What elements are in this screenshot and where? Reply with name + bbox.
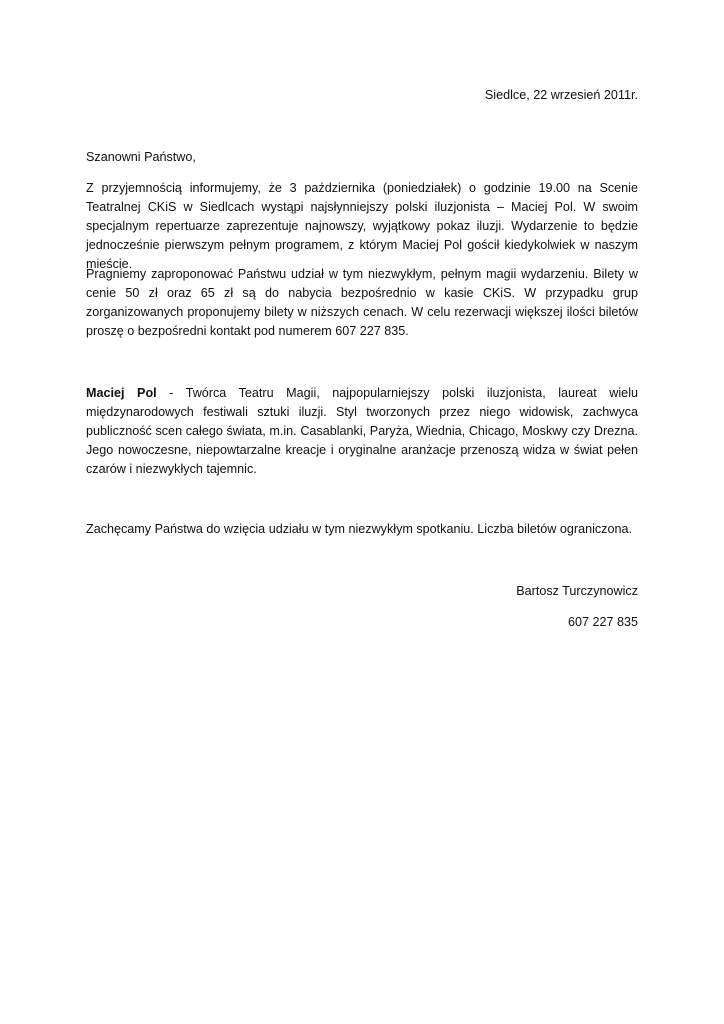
paragraph-biography bbox=[86, 384, 638, 479]
letter-greeting: Szanowni Państwo, bbox=[86, 150, 196, 164]
signature-phone: 607 227 835 bbox=[567, 615, 638, 629]
bio-text: - Twórca Teatru Magii, najpopularniejszy polski iluzjonista, laureat wielu międzynarodowych festiwali sztuki iluzji. Styl tworzonych przez niego widowisk, zachwyca publiczność scen całego świata, m.in. Casablanki, Paryża, Wiednia, Chicago, Moskwy czy Drezna. Jego nowoczesne, niepowtarzalne kreacje i oryginalne aranżacje przenoszą widza w świat pełen czarów i niezwykłych tajemnic. bbox=[86, 386, 638, 476]
signature-name: Bartosz Turczynowicz bbox=[516, 584, 638, 598]
paragraph-closing: Zachęcamy Państwa do wzięcia udziału w tym niezwykłym spotkaniu. Liczba biletów ograniczona. bbox=[86, 522, 632, 536]
bio-name: Maciej Pol bbox=[86, 386, 157, 400]
letter-date: Siedlce, 22 wrzesień 2011r. bbox=[484, 88, 638, 102]
paragraph-tickets: Pragniemy zaproponować Państwu udział w tym niezwykłym, pełnym magii wydarzeniu. Bilety w cenie 50 zł oraz 65 zł są do nabycia bezpośrednio w kasie CKiS. W przypadku grup zorganizowanych proponujemy bilety w niższych cenach. W celu rezerwacji większej ilości biletów proszę o bezpośredni kontakt pod numerem 607 227 835. bbox=[86, 267, 638, 338]
letter-page bbox=[86, 0, 638, 1024]
paragraph-announcement: Z przyjemnością informujemy, że 3 października (poniedziałek) o godzinie 19.00 na Scenie Teatralnej CKiS w Siedlcach wystąpi najsłynniejszy polski iluzjonista – Maciej Pol. W swoim specjalnym repertuarze zaprezentuje najnowszy, wyjątkowy pokaz iluzji. Wydarzenie to będzie jednocześnie pierwszym pełnym programem, z którym Maciej Pol gościł kiedykolwiek w naszym mieście. bbox=[86, 181, 638, 271]
